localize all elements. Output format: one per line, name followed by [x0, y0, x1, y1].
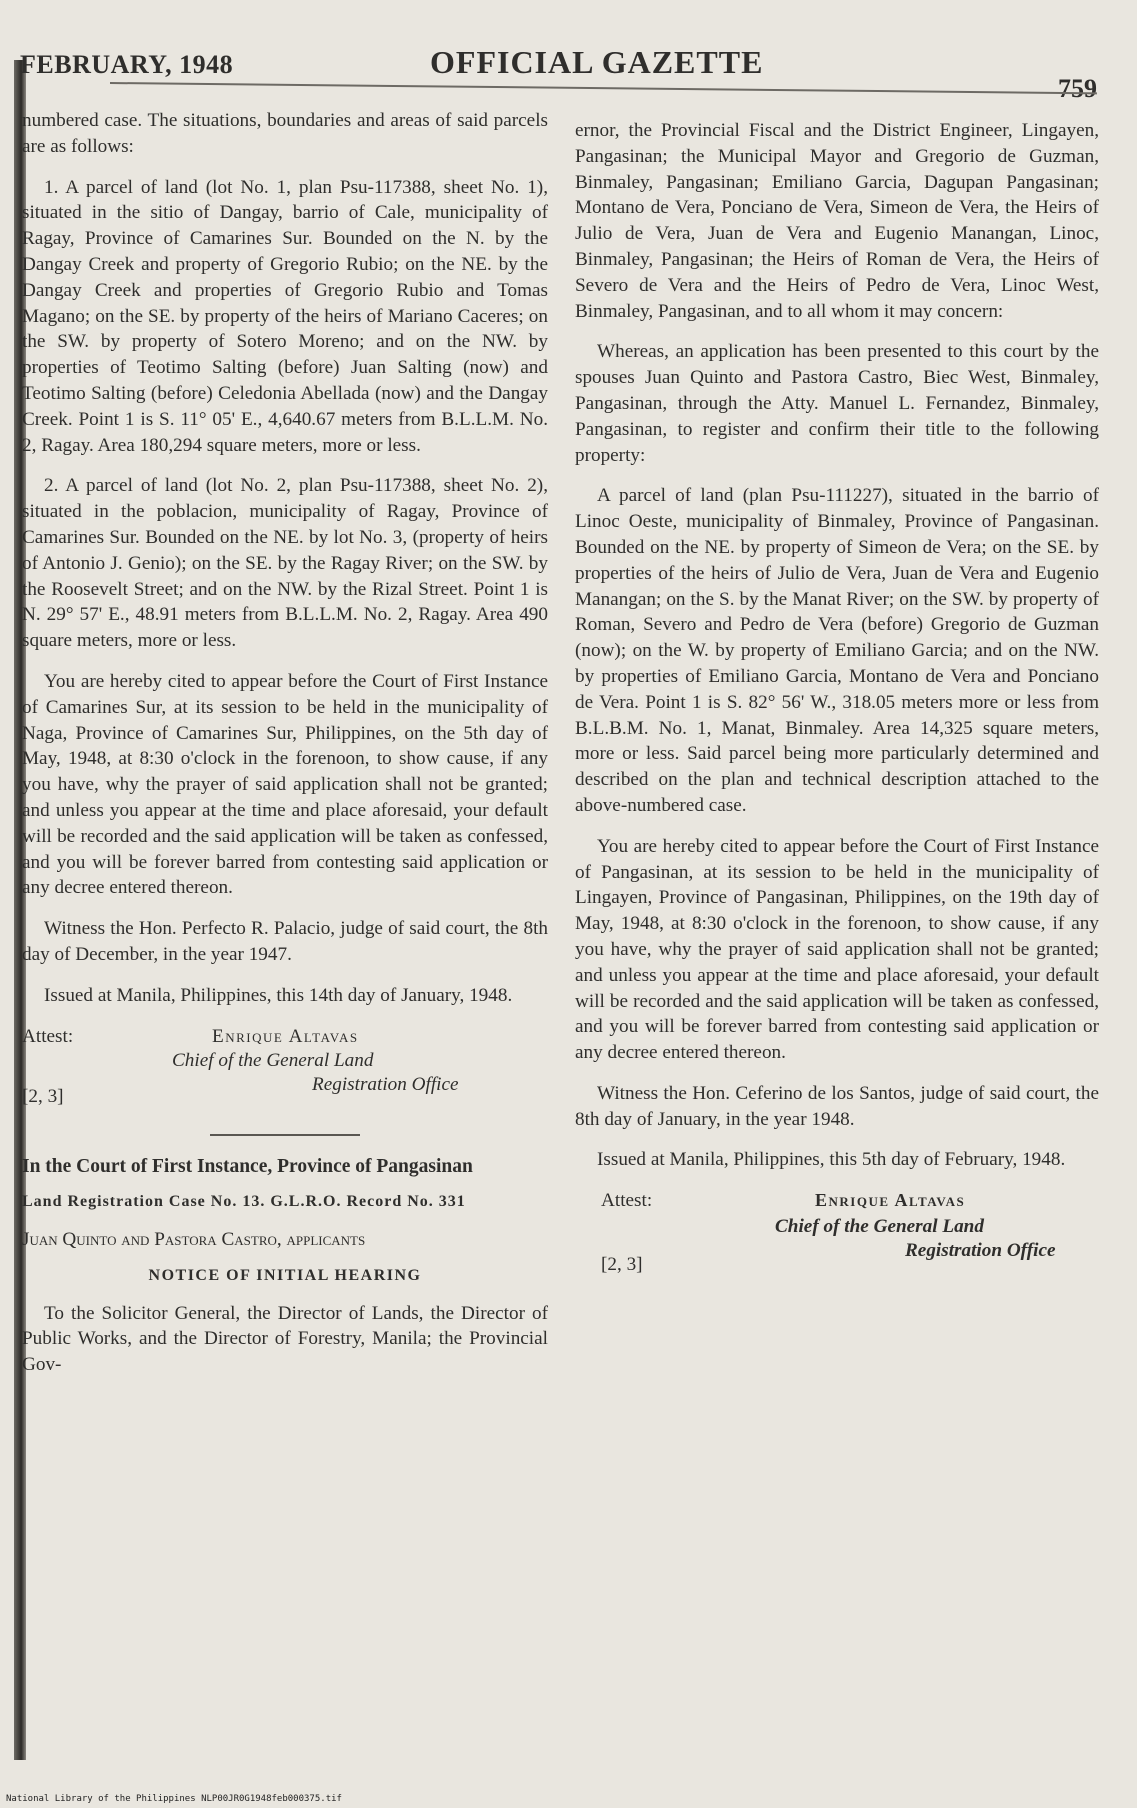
right-column	[575, 118, 1099, 1294]
attest-label: Attest:	[601, 1190, 653, 1212]
case-line: Land Registration Case No. 13. G.L.R.O. Record No. 331	[22, 1193, 466, 1211]
citation-paragraph: You are hereby cited to appear before the Court of First Instance of Camarines Sur, at its session to be held in the municipality of Naga, Province of Camarines Sur, Philippines, on the 5th day of May, 1948, at 8:30 o'clock in the forenoon, to show cause, if any you have, why the prayer of said application shall not be granted; and unless you appear at the time and place aforesaid, your default will be recorded and the said application will be taken as confessed, and you will be forever barred from contesting said application or any decree entered thereon.	[22, 670, 548, 899]
attest-name: Enrique Altavas	[212, 1025, 359, 1047]
citation-paragraph: You are hereby cited to appear before the Court of First Instance of Pangasinan, at its session to be held in the municipality of Lingayen, Province of Pangasinan, Philippines, on the 19th day of May, 1948, at 8:30 o'clock in the forenoon, to show cause, if any you have, why the prayer of said application shall not be granted; and unless you appear at the time and place aforesaid, your default will be recorded and the said application will be taken as confessed, and you will be forever barred from contesting said application or any decree entered thereon.	[575, 835, 1099, 1064]
parcel-2-paragraph: 2. A parcel of land (lot No. 2, plan Psu-117388, sheet No. 2), situated in the poblacion, municipality of Ragay, Province of Camarines Sur. Bounded on the NE. by lot No. 3, (property of heirs of Antonio J. Genio); on the SE. by the Ragay River; on the SW. by the Roosevelt Street; and on the NW. by the Rizal Street. Point 1 is N. 29° 57' E., 48.91 meters from B.L.L.M. No. 2, Ragay. Area 490 square meters, more or less.	[22, 475, 548, 652]
attest-title-line-2: Registration Office	[905, 1240, 1056, 1262]
attest-label: Attest:	[22, 1025, 74, 1047]
applicants-line: Juan Quinto and Pastora Castro, applicants	[22, 1229, 366, 1251]
whereas-paragraph: Whereas, an application has been presented to this court by the spouses Juan Quinto and Pastora Castro, Biec West, Binmaley, Pangasinan, through the Atty. Manuel L. Fernandez, Binmaley, Pangasinan, to register and confirm their title to the following property:	[575, 341, 1099, 466]
page-number: 759	[1058, 74, 1097, 103]
left-column	[22, 108, 548, 1393]
header-title: OFFICIAL GAZETTE	[430, 44, 764, 80]
attest-name: Enrique Altavas	[815, 1190, 966, 1211]
header-date: FEBRUARY, 1948	[20, 50, 234, 79]
attest-code: [2, 3]	[22, 1085, 64, 1107]
witness-paragraph: Witness the Hon. Ceferino de los Santos, judge of said court, the 8th day of January, in the year 1948.	[575, 1082, 1099, 1130]
section-separator	[210, 1134, 360, 1136]
attest-code: [2, 3]	[601, 1254, 643, 1276]
page-header	[20, 38, 1097, 103]
attest-title-line-2: Registration Office	[312, 1073, 459, 1095]
intro-paragraph: numbered case. The situations, boundaries and areas of said parcels are as follows:	[22, 110, 548, 157]
attestation-block	[575, 1188, 1099, 1280]
attestation-block	[22, 1024, 548, 1116]
addressees-paragraph: To the Solicitor General, the Director of Lands, the Director of Public Works, and the Director of Forestry, Manila; the Provincial Gov-	[22, 1302, 548, 1376]
attest-title-line-1: Chief of the General Land	[775, 1216, 984, 1238]
parcel-1-paragraph: 1. A parcel of land (lot No. 1, plan Psu-117388, sheet No. 1), situated in the sitio of Dangay, barrio of Cale, municipality of Ragay, Province of Camarines Sur. Bounded on the N. by the Dangay Creek and property of Gregorio Rubio; on the NE. by the Dangay Creek and properties of Gregorio Rubio and Tomas Magano; on the SE. by property of the heirs of Mariano Caceres; on the SW. by property of Sotero Moreno; and on the NW. by properties of Teotimo Salting (before) Juan Salting (now) and Teotimo Salting (before) Celedonia Abellada (now) and the Dangay Creek. Point 1 is S. 11° 05' E., 4,640.67 meters from B.L.L.M. No. 2, Ragay. Area 180,294 square meters, more or less.	[22, 176, 548, 456]
attest-title-line-1: Chief of the General Land	[172, 1049, 374, 1071]
issued-paragraph: Issued at Manila, Philippines, this 5th day of February, 1948.	[597, 1149, 1066, 1171]
scan-footer: National Library of the Philippines NLP00JR0G1948feb000375.tif	[6, 1794, 342, 1804]
notice-heading: NOTICE OF INITIAL HEARING	[148, 1266, 422, 1284]
witness-paragraph: Witness the Hon. Perfecto R. Palacio, judge of said court, the 8th day of December, in the year 1947.	[22, 918, 548, 965]
parcel-paragraph: A parcel of land (plan Psu-111227), situated in the barrio of Linoc Oeste, municipality of Binmaley, Province of Pangasinan. Bounded on the NE. by property of Simeon de Vera; on the SE. by properties of the heirs of Julio de Vera, Juan de Vera and Eugenio Manangan; on the S. by the Manat River; on the SW. by property of Roman, Severo and Pedro de Vera (before) Gregorio de Guzman (now); on the W. by property of Emiliano Garcia; and on the NW. by properties of Emiliano Garcia, Montano de Vera and Ponciano de Vera. Point 1 is S. 82° 56' W., 318.05 meters more or less from B.L.B.M. No. 1, Manat, Binmaley. Area 14,325 square meters, more or less. Said parcel being more particularly determined and described on the plan and technical description attached to the above-numbered case.	[575, 485, 1099, 816]
addressees-continued: ernor, the Provincial Fiscal and the District Engineer, Lingayen, Pangasinan; the Municipal Mayor and Gregorio de Guzman, Binmaley, Pangasinan; Emiliano Garcia, Dagupan Pangasinan; Montano de Vera, Ponciano de Vera, Simeon de Vera, the Heirs of Julio de Vera, Juan de Vera and Eugenio Manangan, Linoc, Binmaley, Pangasinan; the Heirs of Roman de Vera, the Heirs of Severo de Vera and the Heirs of Pedro de Vera, Linoc West, Binmaley, Pangasinan, and to all whom it may concern:	[575, 120, 1099, 322]
court-heading: In the Court of First Instance, Province of Pangasinan	[22, 1155, 473, 1177]
issued-paragraph: Issued at Manila, Philippines, this 14th day of January, 1948.	[44, 984, 513, 1006]
